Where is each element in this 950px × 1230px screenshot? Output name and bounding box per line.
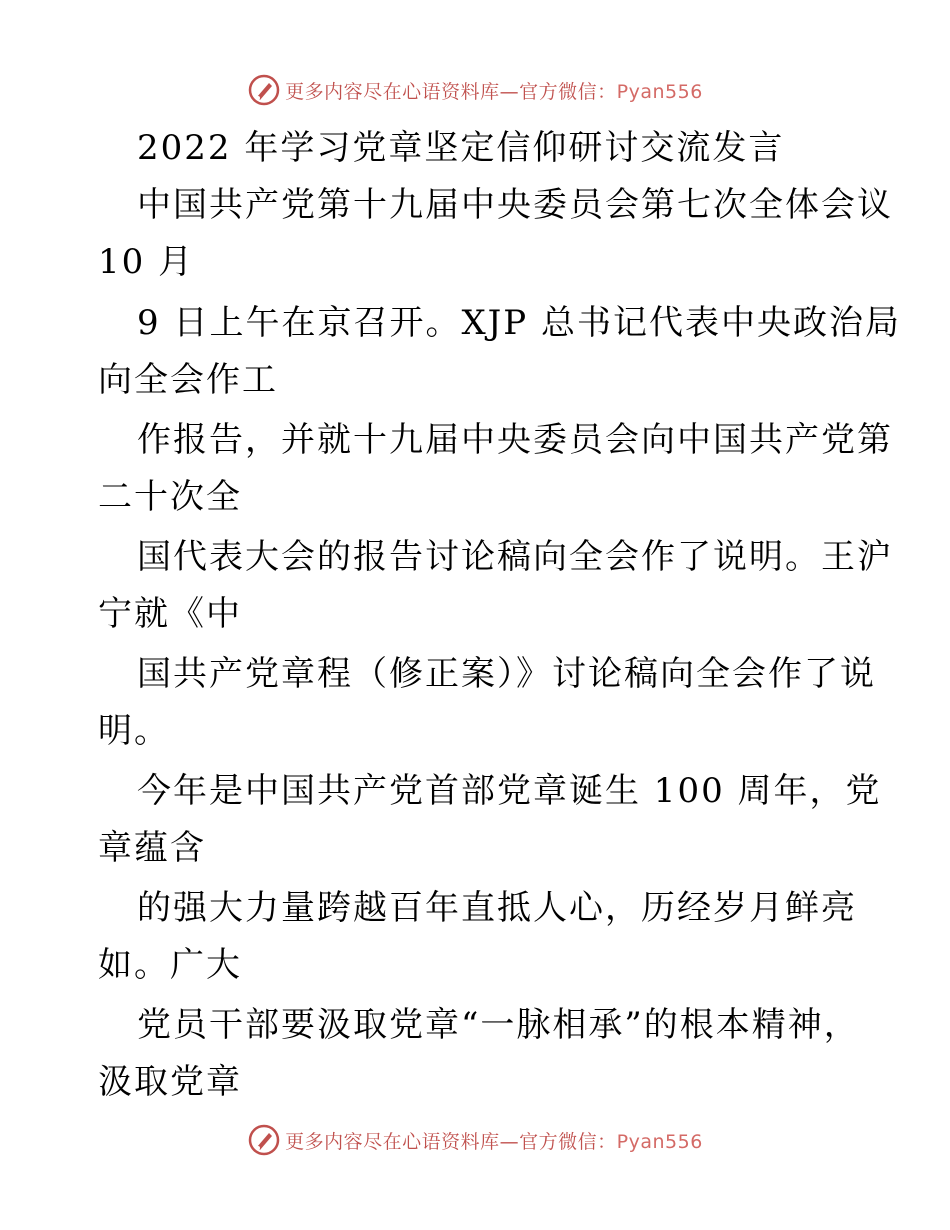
- pen-nib-circle-icon: [247, 1123, 281, 1157]
- text-line: 向全会作工: [98, 360, 278, 400]
- text-line: 国代表大会的报告讨论稿向全会作了说明。王沪: [137, 537, 893, 577]
- text-line: 的强大力量跨越百年直抵人心，历经岁月鲜亮: [137, 888, 857, 928]
- text-line: 宁就《中: [98, 594, 242, 634]
- text-line: 中国共产党第十九届中央委员会第七次全体会议: [137, 185, 893, 225]
- footer-watermark: [0, 1120, 950, 1160]
- watermark-wechat-id: Pyan556: [616, 80, 703, 103]
- watermark-label: 更多内容尽在心语资料库—官方微信：: [285, 1130, 617, 1153]
- text-line: 明。: [98, 711, 170, 751]
- text-line: 如。广大: [98, 945, 242, 985]
- text-line: 作报告，并就十九届中央委员会向中国共产党第: [137, 420, 893, 460]
- text-line: 国共产党章程（修正案）》讨论稿向全会作了说: [137, 654, 876, 694]
- text-line: 今年是中国共产党首部党章诞生 100 周年，党: [137, 771, 882, 811]
- watermark-text: [285, 1127, 703, 1154]
- text-line: 党员干部要汲取党章“一脉相承”的根本精神，: [137, 1005, 860, 1045]
- document-title: 2022 年学习党章坚定信仰研讨交流发言: [137, 128, 785, 168]
- watermark-label: 更多内容尽在心语资料库—官方微信：: [285, 80, 617, 103]
- text-line: 二十次全: [98, 477, 242, 517]
- watermark-wechat-id: Pyan556: [616, 1130, 703, 1153]
- text-line: 章蕴含: [98, 828, 206, 868]
- text-line: 9 日上午在京召开。XJP 总书记代表中央政治局: [137, 303, 901, 343]
- text-line: 汲取党章: [98, 1062, 242, 1102]
- text-line: 10 月: [98, 242, 195, 282]
